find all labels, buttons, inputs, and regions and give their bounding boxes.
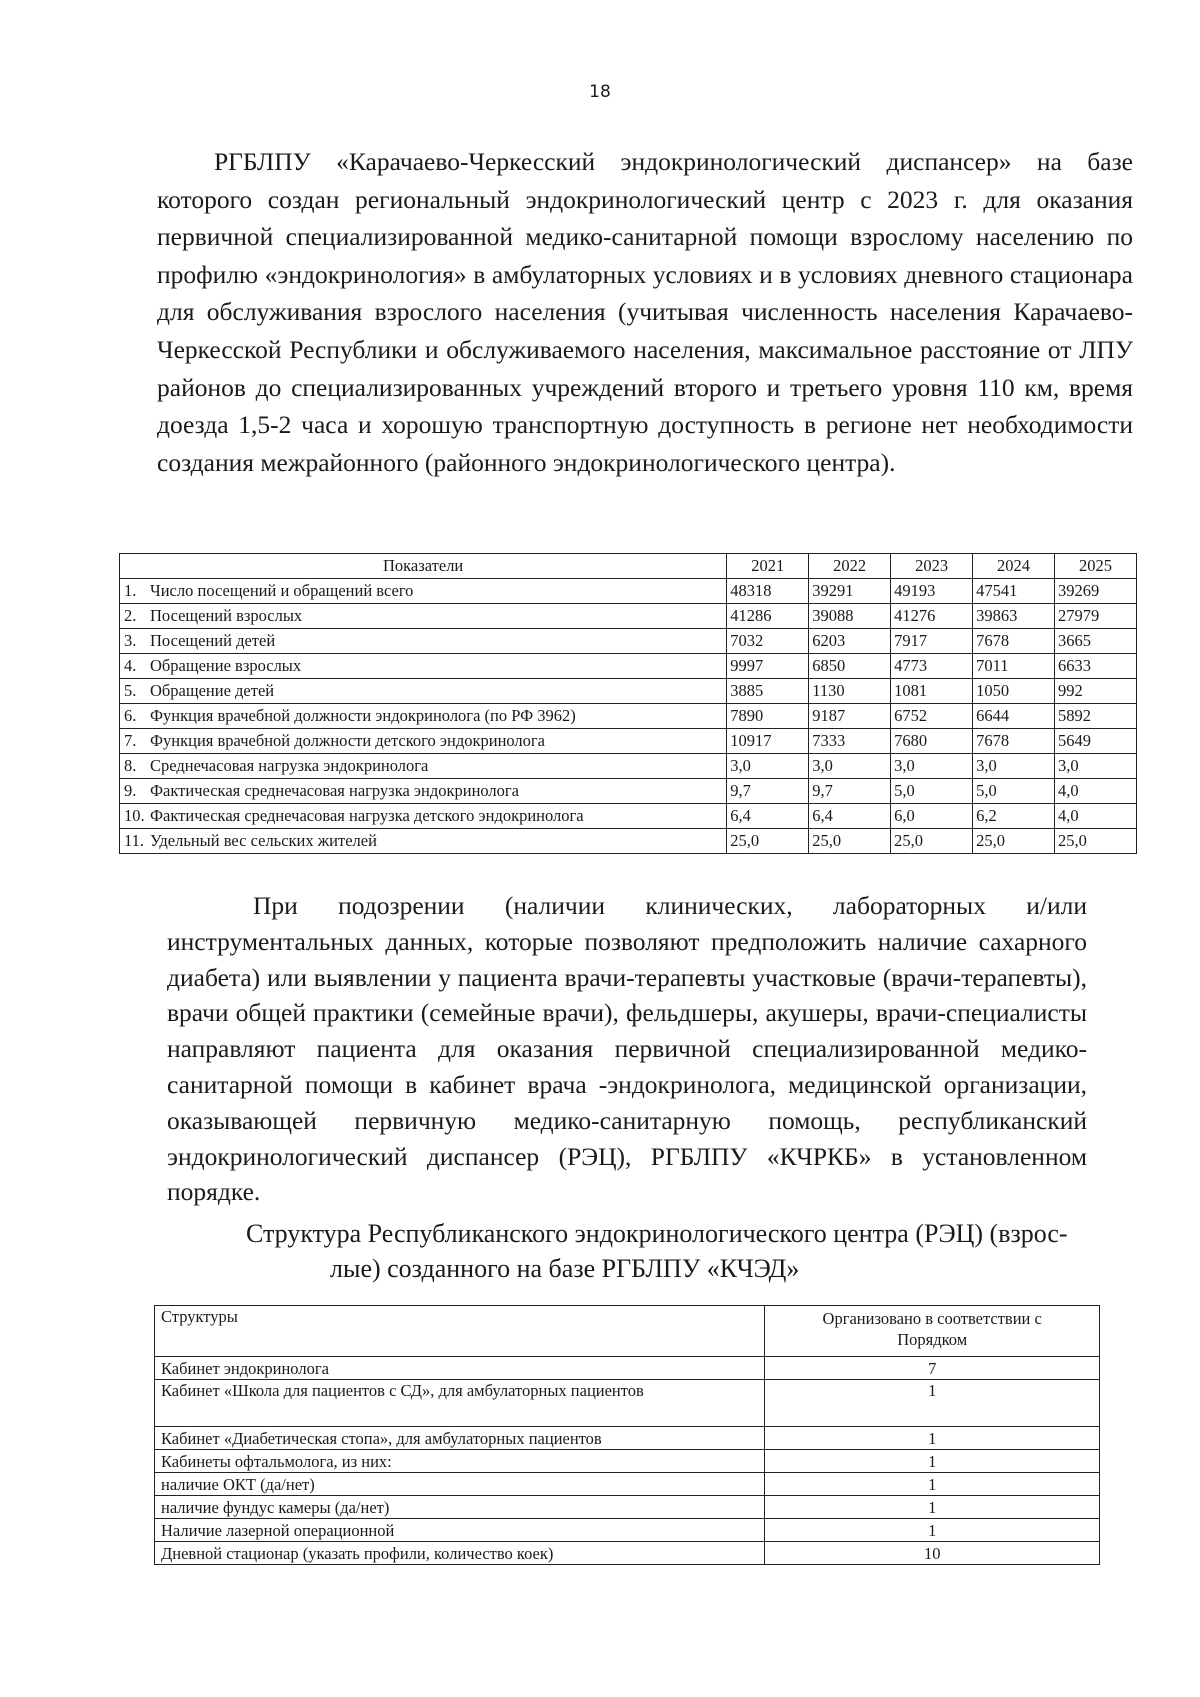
table-cell: 5892	[1055, 704, 1137, 729]
year-header: 2022	[809, 554, 891, 579]
row-text: Обращение взрослых	[150, 656, 302, 675]
table-cell: 6,0	[891, 804, 973, 829]
structure-label: Кабинет эндокринолога	[155, 1357, 765, 1380]
structure-value: 1	[765, 1496, 1100, 1519]
intro-paragraph: РГБЛПУ «Карачаево-Черкесский эндокринологический диспансер» на базе которого создан региональный эндокринологический центр с 2023 г. для оказания первичной специализированной медико-санитарной помощи взрослому населению по профилю «эндокринология» в амбулаторных условиях и в условиях дневного стационара для обслуживания взрослого населения (учитывая численность населения Карачаево-Черкесской Республики и обслуживаемого населения, максимальное расстояние от ЛПУ районов до специализированных учреждений второго и третьего уровня 110 км, время доезда 1,5-2 часа и хорошую транспортную доступность в регионе нет необходимости создания межрайонного (районного эндокринологического центра).	[157, 147, 1133, 477]
table-row	[155, 1473, 1100, 1496]
structure-caption	[246, 1216, 1146, 1286]
structure-value: 10	[765, 1542, 1100, 1565]
table-cell: 10917	[727, 729, 809, 754]
table-cell: 1081	[891, 679, 973, 704]
row-text: Удельный вес сельских жителей	[150, 831, 377, 850]
table-cell: 3,0	[727, 754, 809, 779]
table-cell: 3,0	[973, 754, 1055, 779]
structure-label: Наличие лазерной операционной	[155, 1519, 765, 1542]
row-text: Посещений взрослых	[150, 606, 303, 625]
table-row	[120, 829, 1137, 854]
table-cell: 7032	[727, 629, 809, 654]
row-number: 1.	[124, 581, 137, 600]
page-number: 18	[589, 82, 611, 102]
row-number: 11.	[124, 831, 145, 850]
table-cell: 1050	[973, 679, 1055, 704]
table-cell: 1130	[809, 679, 891, 704]
structure-label: наличие фундус камеры (да/нет)	[155, 1496, 765, 1519]
row-text: Функция врачебной должности детского эндокринолога	[150, 731, 546, 750]
table-row	[155, 1496, 1100, 1519]
table-cell: 5649	[1055, 729, 1137, 754]
table-cell: 7678	[973, 629, 1055, 654]
table-row	[120, 654, 1137, 679]
header-structures: Структуры	[155, 1306, 765, 1357]
row-number: 2.	[124, 606, 137, 625]
caption-line-2: лые) созданного на базе РГБЛПУ «КЧЭД»	[330, 1254, 800, 1283]
table-cell: 41286	[727, 604, 809, 629]
row-number: 3.	[124, 631, 137, 650]
row-number: 7.	[124, 731, 137, 750]
table-cell: 25,0	[809, 829, 891, 854]
table-cell: 9,7	[809, 779, 891, 804]
table-cell: 4,0	[1055, 779, 1137, 804]
table-cell: 6,2	[973, 804, 1055, 829]
row-number: 10.	[124, 806, 145, 825]
table-row	[120, 579, 1137, 604]
table-row	[155, 1519, 1100, 1542]
indicators-header-row	[120, 554, 1137, 579]
structure-label: Кабинеты офтальмолога, из них:	[155, 1450, 765, 1473]
row-label	[120, 604, 727, 629]
table-cell: 3885	[727, 679, 809, 704]
table-cell: 39269	[1055, 579, 1137, 604]
table-cell: 4,0	[1055, 804, 1137, 829]
table-row	[120, 754, 1137, 779]
row-label	[120, 829, 727, 854]
table-cell: 7680	[891, 729, 973, 754]
structure-value: 1	[765, 1450, 1100, 1473]
structure-table	[154, 1305, 1100, 1565]
table-cell: 6,4	[727, 804, 809, 829]
table-cell: 3665	[1055, 629, 1137, 654]
structure-label: Дневной стационар (указать профили, количество коек)	[155, 1542, 765, 1565]
table-row	[155, 1427, 1100, 1450]
table-cell: 25,0	[727, 829, 809, 854]
table-cell: 6644	[973, 704, 1055, 729]
row-text: Фактическая среднечасовая нагрузка эндокринолога	[150, 781, 520, 800]
structure-value: 1	[765, 1427, 1100, 1450]
row-text: Число посещений и обращений всего	[150, 581, 414, 600]
table-cell: 9,7	[727, 779, 809, 804]
structure-value: 1	[765, 1473, 1100, 1496]
row-number: 5.	[124, 681, 137, 700]
row-label	[120, 679, 727, 704]
row-text: Обращение детей	[150, 681, 275, 700]
year-header: 2021	[727, 554, 809, 579]
table-cell: 41276	[891, 604, 973, 629]
year-header: 2023	[891, 554, 973, 579]
table-cell: 3,0	[891, 754, 973, 779]
row-label	[120, 704, 727, 729]
row-text: Среднечасовая нагрузка эндокринолога	[150, 756, 429, 775]
indicators-table	[119, 553, 1137, 854]
table-cell: 49193	[891, 579, 973, 604]
row-number: 6.	[124, 706, 137, 725]
structure-value: 1	[765, 1380, 1100, 1427]
table-row	[120, 679, 1137, 704]
row-label	[120, 579, 727, 604]
table-cell: 6752	[891, 704, 973, 729]
table-cell: 47541	[973, 579, 1055, 604]
table-row	[155, 1380, 1100, 1427]
year-header: 2024	[973, 554, 1055, 579]
table-row	[120, 804, 1137, 829]
table-cell: 6850	[809, 654, 891, 679]
structure-label: Кабинет «Диабетическая стопа», для амбулаторных пациентов	[155, 1427, 765, 1450]
table-cell: 48318	[727, 579, 809, 604]
row-number: 8.	[124, 756, 137, 775]
table-cell: 7890	[727, 704, 809, 729]
table-cell: 39863	[973, 604, 1055, 629]
table-cell: 6203	[809, 629, 891, 654]
table-cell: 7678	[973, 729, 1055, 754]
table-row	[120, 629, 1137, 654]
table-cell: 25,0	[973, 829, 1055, 854]
table-cell: 3,0	[809, 754, 891, 779]
table-row	[155, 1542, 1100, 1565]
table-cell: 7011	[973, 654, 1055, 679]
table-cell: 9997	[727, 654, 809, 679]
row-label	[120, 629, 727, 654]
row-label	[120, 729, 727, 754]
structure-value: 7	[765, 1357, 1100, 1380]
table-cell: 27979	[1055, 604, 1137, 629]
table-row	[120, 604, 1137, 629]
table-cell: 3,0	[1055, 754, 1137, 779]
referral-paragraph: При подозрении (наличии клинических, лабораторных и/или инструментальных данных, которые позволяют предположить наличие сахарного диабета) или выявлении у пациента врачи-терапевты участковые (врачи-терапевты), врачи общей практики (семейные врачи), фельдшеры, акушеры, врачи-специалисты направляют пациента для оказания первичной специализированной медико-санитарной помощи в кабинет врача -эндокринолога, медицинской организации, оказывающей первичную медико-санитарную помощь, республиканский эндокринологический диспансер (РЭЦ), РГБЛПУ «КЧРКБ» в установленном порядке.	[167, 891, 1087, 1207]
table-cell: 4773	[891, 654, 973, 679]
table-cell: 6633	[1055, 654, 1137, 679]
year-header: 2025	[1055, 554, 1137, 579]
row-number: 9.	[124, 781, 137, 800]
row-text: Фактическая среднечасовая нагрузка детского эндокринолога	[150, 806, 584, 825]
table-cell: 9187	[809, 704, 891, 729]
table-row	[155, 1450, 1100, 1473]
row-text: Посещений детей	[150, 631, 276, 650]
table-cell: 992	[1055, 679, 1137, 704]
table-cell: 39291	[809, 579, 891, 604]
row-number: 4.	[124, 656, 137, 675]
table-cell: 5,0	[891, 779, 973, 804]
table-cell: 5,0	[973, 779, 1055, 804]
row-text: Функция врачебной должности эндокринолога (по РФ 3962)	[150, 706, 576, 725]
table-cell: 7333	[809, 729, 891, 754]
indicators-header-label: Показатели	[120, 554, 727, 579]
row-label	[120, 754, 727, 779]
table-row	[120, 729, 1137, 754]
structure-label: наличие ОКТ (да/нет)	[155, 1473, 765, 1496]
table-cell: 39088	[809, 604, 891, 629]
table-cell: 25,0	[891, 829, 973, 854]
table-cell: 7917	[891, 629, 973, 654]
row-label	[120, 804, 727, 829]
table-row	[120, 779, 1137, 804]
structure-header-row	[155, 1306, 1100, 1357]
table-row	[155, 1357, 1100, 1380]
table-cell: 6,4	[809, 804, 891, 829]
table-cell: 25,0	[1055, 829, 1137, 854]
header-organized: Организовано в соответствии с Порядком	[765, 1306, 1100, 1357]
structure-value: 1	[765, 1519, 1100, 1542]
row-label	[120, 779, 727, 804]
structure-label: Кабинет «Школа для пациентов с СД», для амбулаторных пациентов	[155, 1380, 765, 1427]
row-label	[120, 654, 727, 679]
caption-line-1: Структура Республиканского эндокринологического центра (РЭЦ) (взрос-	[246, 1219, 1068, 1248]
table-row	[120, 704, 1137, 729]
